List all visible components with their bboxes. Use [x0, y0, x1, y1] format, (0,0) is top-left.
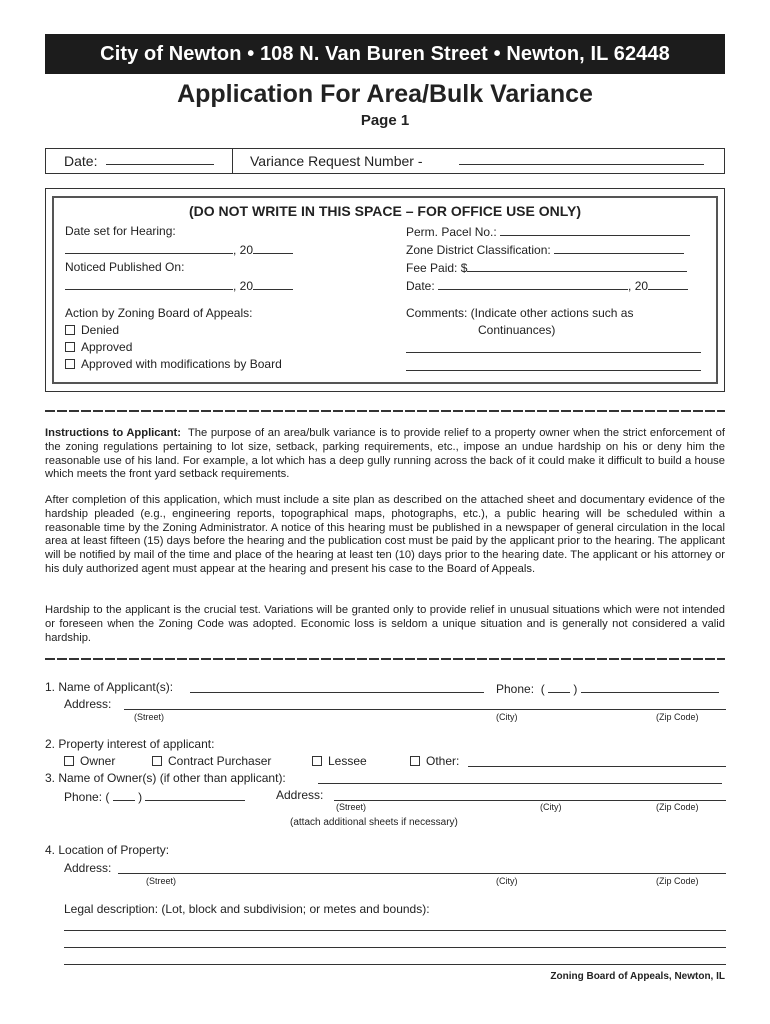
- owner-label: Owner: [80, 754, 116, 768]
- fee-field[interactable]: [467, 259, 687, 272]
- legal-description-label: Legal description: (Lot, block and subdivision; or metes and bounds):: [64, 902, 430, 916]
- checkbox-icon[interactable]: [65, 359, 75, 369]
- section-rule: [45, 410, 725, 412]
- q2-label: 2. Property interest of applicant:: [45, 737, 215, 751]
- checkbox-icon[interactable]: [65, 342, 75, 352]
- location-address-field[interactable]: [118, 861, 726, 874]
- other-option[interactable]: [410, 754, 459, 768]
- noticed-date-line: [65, 277, 293, 295]
- option-approved-mod[interactable]: [65, 356, 282, 373]
- owner-phone-line: [64, 788, 245, 804]
- noticed-year-field[interactable]: [253, 277, 293, 290]
- year-prefix: , 20: [233, 243, 254, 257]
- checkbox-icon[interactable]: [312, 756, 322, 766]
- owner-option[interactable]: [64, 754, 115, 768]
- fee-line: [406, 259, 687, 277]
- paren-close: ): [573, 682, 578, 696]
- city-caption: (City): [540, 802, 562, 812]
- applicant-name-field[interactable]: [190, 680, 484, 693]
- city-caption: (City): [496, 876, 518, 886]
- location-address-label: Address:: [64, 861, 112, 875]
- hearing-year-field[interactable]: [253, 241, 293, 254]
- checkbox-icon[interactable]: [152, 756, 162, 766]
- instructions-text: The purpose of an area/bulk variance is to provide relief to a property owner when the strict enforcement of the zoning regulations pertaining to lot size, setback, parking requirements, etc., impose an undue hardship on his or deny him the reasonable use of his land. For example, a lot which has a deep gully running across the back of it could make it difficult to build a house which meets the front yard setback requirements.: [45, 427, 725, 481]
- checkbox-icon[interactable]: [64, 756, 74, 766]
- comments-continuances: Continuances): [478, 323, 556, 337]
- instructions-p2: After completion of this application, which must include a site plan as described on the attached sheet and documentary evidence of the hardship pleaded (e.g., engineering reports, topographical maps, photographs, etc.), a public hearing will be scheduled within a reasonable time by the Zoning Administrator. A notice of this hearing must be published in a newspaper of general circulation in the local area at least fifteen (15) days before the hearing and the publication cost must be paid by the applicant prior to the hearing. The applicant will be notified by mail of the time and place of the hearing at least ten (10) days prior to the hearing date. The applicant or his attorney or his duly authorized agent must appear at the hearing and present his case to the Board of Appeals.: [45, 494, 725, 575]
- instructions-p3: Hardship to the applicant is the crucial test. Variations will be granted only to provide relief in unusual situations which were not intended or foreseen when the Zoning Code was adopted. Economic loss is seldom a unique situation and is generally not considered a valid hardship.: [45, 604, 725, 644]
- zone-label: Zone District Classification:: [406, 243, 551, 257]
- office-date-line: [406, 277, 688, 295]
- zone-field[interactable]: [554, 241, 684, 254]
- owner-name-field[interactable]: [318, 771, 722, 784]
- instructions-lead: Instructions to Applicant:: [45, 427, 182, 439]
- legal-description-line-2[interactable]: [64, 935, 726, 948]
- variance-label: Variance Request Number -: [250, 153, 423, 169]
- phone-line: [496, 680, 719, 696]
- owner-phone-area-field[interactable]: [113, 788, 135, 801]
- city-caption: (City): [496, 712, 518, 722]
- comments-label: Comments: (Indicate other actions such as: [406, 306, 634, 320]
- date-field[interactable]: [106, 152, 214, 165]
- owner-address-field[interactable]: [334, 788, 726, 801]
- checkbox-icon[interactable]: [410, 756, 420, 766]
- office-year-field[interactable]: [648, 277, 688, 290]
- other-label: Other:: [426, 754, 460, 768]
- street-caption: (Street): [134, 712, 165, 722]
- year-prefix: , 20: [233, 279, 254, 293]
- option-approved[interactable]: [65, 339, 132, 356]
- office-use-heading: (DO NOT WRITE IN THIS SPACE – FOR OFFICE USE ONLY): [188, 203, 582, 219]
- phone-area-field[interactable]: [548, 680, 570, 693]
- q1-label: 1. Name of Applicant(s):: [45, 680, 174, 694]
- attach-note: (attach additional sheets if necessary): [290, 817, 458, 828]
- date-set-for-hearing-label: Date set for Hearing:: [65, 224, 176, 238]
- noticed-date-field[interactable]: [65, 277, 233, 290]
- office-date-field[interactable]: [438, 277, 628, 290]
- comments-field-1[interactable]: [406, 340, 701, 353]
- noticed-published-label: Noticed Published On:: [65, 260, 185, 274]
- contract-option[interactable]: [152, 754, 271, 768]
- header-banner: [45, 34, 725, 74]
- lessee-option[interactable]: [312, 754, 367, 768]
- paren-open: (: [540, 682, 545, 696]
- checkbox-icon[interactable]: [65, 325, 75, 335]
- action-label: Action by Zoning Board of Appeals:: [65, 306, 253, 320]
- perm-parcel-field[interactable]: [500, 223, 690, 236]
- phone-label: Phone:: [496, 682, 535, 696]
- zip-caption: (Zip Code): [656, 876, 699, 886]
- office-date-label: Date:: [406, 279, 435, 293]
- section-rule: [45, 658, 725, 660]
- page-title: Application For Area/Bulk Variance: [177, 80, 593, 108]
- year-prefix: , 20: [628, 279, 649, 293]
- zip-caption: (Zip Code): [656, 712, 699, 722]
- hearing-date-field[interactable]: [65, 241, 233, 254]
- option-denied[interactable]: [65, 322, 119, 339]
- variance-number-field[interactable]: [459, 152, 704, 165]
- instructions-p1: [45, 427, 725, 482]
- owner-phone-field[interactable]: [145, 788, 245, 801]
- applicant-address-field[interactable]: [124, 697, 726, 710]
- zone-line: [406, 241, 684, 259]
- banner-text: City of Newton • 108 N. Van Buren Street • Newton, IL 62448: [100, 42, 670, 65]
- phone-label: Phone: (: [64, 790, 110, 804]
- street-caption: (Street): [146, 876, 177, 886]
- option-label: Denied: [81, 323, 120, 337]
- phone-number-field[interactable]: [581, 680, 719, 693]
- box-divider: [232, 149, 233, 173]
- lessee-label: Lessee: [328, 754, 367, 768]
- option-label: Approved: [81, 340, 133, 354]
- perm-parcel-label: Perm. Pacel No.:: [406, 225, 497, 239]
- other-field[interactable]: [468, 754, 726, 767]
- perm-parcel-line: [406, 223, 690, 241]
- comments-field-2[interactable]: [406, 358, 701, 371]
- fee-label: Fee Paid: $: [406, 261, 468, 275]
- q4-label: 4. Location of Property:: [45, 843, 170, 857]
- contract-label: Contract Purchaser: [168, 754, 272, 768]
- legal-description-line-3[interactable]: [64, 952, 726, 965]
- page-number: Page 1: [360, 112, 410, 129]
- q3-label: 3. Name of Owner(s) (if other than applicant):: [45, 771, 286, 785]
- option-label: Approved with modifications by Board: [81, 357, 282, 371]
- address-label: Address:: [64, 697, 112, 711]
- street-caption: (Street): [336, 802, 367, 812]
- footer-text: Zoning Board of Appeals, Newton, IL: [550, 971, 725, 982]
- paren-close: ): [138, 790, 143, 804]
- date-variance-box: [45, 148, 725, 174]
- hearing-date-line: [65, 241, 293, 259]
- zip-caption: (Zip Code): [656, 802, 699, 812]
- legal-description-line-1[interactable]: [64, 918, 726, 931]
- owner-address-label: Address:: [276, 788, 324, 802]
- date-label: Date:: [64, 153, 98, 169]
